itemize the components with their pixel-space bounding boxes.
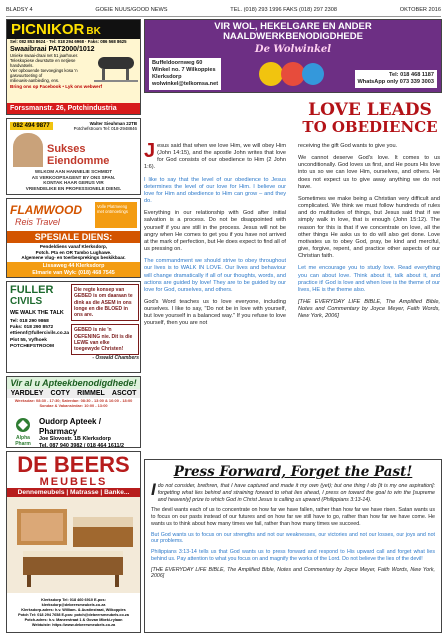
fuller-fax: Faks: 018 290 8572 [10, 325, 54, 331]
flamwood-detail: Potch. Pta en OR Tambo Lughawe. [35, 249, 112, 255]
debeers-ad [6, 451, 141, 633]
picnikor-suffix: BK [86, 26, 101, 37]
fuller-email: ettiennf@fullercivils.co.za [10, 331, 70, 337]
page-header [6, 4, 441, 17]
sukses-line: WILKOM AAN HANNELIE SCHMIDT [34, 169, 113, 174]
drop-cap: I [151, 480, 156, 499]
paper-contact: TEL. (018) 293 1996 FAKS (018) 297 2308 [230, 7, 337, 13]
article-paragraph: God's Word teaches us to love everyone, including ourselves. I like to say, "Do not be in love with yourself, but love yourself in a balanced way." If you refuse to love yourself, then you are not [144, 298, 286, 327]
press-forward-article [144, 459, 442, 633]
article-source: [THE EVERYDAY LIFE BIBLE, The Amplified Bible, Notes and Commentary by Joyce Meyer, Faith Words, New York, 2006] [151, 566, 435, 580]
fuller-ad [6, 281, 141, 373]
article-paragraph: Philippians 3:13-14 tells us that God wants us to press forward and respond to His upward call and forget what lies behind us. Pay attention to what you focus on and magnify the works of the Lord. Do not believe the lies of the devil! [151, 549, 435, 562]
fuller-city: POTCHEFSTROOM [10, 343, 54, 349]
sukses-tel: Potchefstroom Tel: 018-2948846 [73, 126, 137, 132]
flamwood-contact: Elmarie van Wyk: (018) 468 7545 [32, 269, 115, 276]
article-paragraph: The commandment we should strive to obey throughout our lives is to WALK IN LOVE. Our lives and behaviour will change dramatically if all of our thoughts, words, and actions are guided by love! They are to be guided by our love for God, ourselves, and others. [144, 258, 286, 293]
quote-author: - Oswald Chambers [92, 355, 139, 362]
sukses-line: KONTAK HAAR GERUS VIR [43, 180, 104, 185]
debeers-contact: Potch-adres: h.v. Maneestraat 1 & Govan Mbeki-rylaan [24, 617, 123, 622]
debeers-name: DE BEERS [17, 452, 130, 477]
article-paragraph: The devil wants each of us to concentrate on how far we have fallen, rather than how far we have risen. Satan wants us to focus on our pasts instead of our futures and on how far we still have to go, rather than how far we have come. He wants us to think about how many times we fail, rather than how many times we succeed. [151, 507, 435, 527]
brand-logo: YARDLEY [10, 390, 44, 397]
brand-logo: COTY [50, 390, 70, 397]
debeers-contact: Potch Tel: 018 294 7658 E-pos: potch@debeersmeubels.co.za [18, 612, 129, 617]
main-content [144, 19, 442, 633]
wolwinkel-address: Klerksdorp [152, 73, 182, 80]
sukses-line: AS VERKOOPSAGENT BY ONS SPAN. [31, 174, 116, 180]
picnikor-bullet: milieuwis-aanbieding, ens. [10, 78, 60, 84]
article-paragraph: We cannot deserve God's love. It comes to us unconditionally. God loves us first, and He pours His love into us so we can love Him, ourselves, and others. He does not expect us to give away anything we do not have. [298, 155, 440, 190]
debeers-contact: Klerksdorp Tel: 018 460 6910 E-pos: klerksdorp@debeersmeubels.co.za [41, 598, 106, 607]
debeers-sub: MEUBELS [39, 476, 108, 488]
alpha-pharm-icon [12, 417, 34, 433]
picnikor-ad [6, 19, 141, 115]
braai-image [92, 53, 140, 83]
pharmacy-title: Vir al u Apteekbenodigdhede! [7, 377, 140, 389]
issue-date: OKTOBER 2016 [399, 7, 441, 13]
article-source: [THE EVERYDAY LIFE BIBLE, The Amplified Bible, Notes and Commentary by Joyce Meyer, Faith Words, New York, 2006] [298, 298, 440, 320]
paper-name: GOEIE NUUS/GOOD NEWS [95, 7, 168, 13]
picnikor-bullet: Unieke swaai-draai net 51 jaarhouer. [10, 52, 79, 58]
debeers-range: Dennemeubels | Matrasse | Banke... [7, 488, 140, 497]
page-number: BLADSY 4 [6, 7, 33, 13]
article-paragraph: I like to say that the level of our obedience to Jesus determines the level of our love for Him. I believe our love for Him and obedience to Him can grow – and they do. [144, 176, 286, 205]
prayer-quote: GEBED is nie 'n OEFENING nie. Dit is die LEWE van elke toegewyde Christen! [71, 324, 139, 355]
sukses-phone: 082 494 9877 [10, 122, 53, 130]
debeers-website: Webtuiste: https://www.debeersmeubels.co.za [31, 622, 116, 627]
article-paragraph: Let me encourage you to study love. Read everything you can about love. Think about it, talk about it, and practice it! God is love and when love is the theme of our lives, HE is the theme also. [298, 265, 440, 293]
picnikor-tagline: Swaaibraai PAT2000/1012 [10, 45, 95, 53]
picnikor-address: Forssmanstr. 26, Potchindustria [7, 103, 140, 114]
alpha-pharm-logo: Alpha Pharm [15, 435, 31, 447]
wolwinkel-whatsapp: WhatsApp only 073 339 3003 [357, 78, 434, 85]
picnikor-tel: Sel: 082 853 8624 · Tel: 018 294 6968 · Faks: 086 568 8625 [10, 39, 127, 44]
pharmacy-address: Joe Slovostr. 1B Klerksdorp [39, 436, 111, 443]
wolwinkel-title: VIR WOL, HEKELGARE EN ANDER [214, 21, 372, 32]
picnikor-name: PICNIKOR [11, 21, 85, 38]
furniture-image [7, 497, 140, 593]
sukses-brand: Sukses Eiendomme [47, 143, 110, 167]
wolwinkel-email: wolwinkel@telkomsa.net [152, 80, 219, 87]
article-paragraph: Everything in our relationship with God after initial salvation is a process. Do not be disappointed with yourself if you are still in the process. Jesus will not be angry when He comes to get you if you have not arrived at the mark of perfection, but He does expect to find all of us pressing on. [144, 210, 286, 253]
flamwood-detail: Algemene vlug- en toerbesprekings beskikbaar. [21, 255, 126, 260]
wolwinkel-tel: Tel: 018 468 1187 [389, 72, 434, 78]
article-paragraph: But God wants us to focus on our strengths and not our weaknesses, our victories and not our losses, our joys and not our problems. [151, 531, 435, 545]
brand-logo: RIMMEL [77, 390, 105, 397]
fuller-name: FULLER [10, 284, 54, 296]
sukses-agent: Walter Sieuhman 22TB [89, 121, 137, 126]
pharmacy-hours: Sondae & Vakansiedae: 10:00 - 13:00 [39, 403, 108, 409]
picnikor-promo: Bring ons op Facebook • Lyk ons webwerf [10, 84, 103, 90]
article-paragraph: esus said that when we love Him, we will obey Him (John 14:15), and the apostle John writes that love for God consists of our obedience to Him (2 John 1:6). [144, 143, 286, 171]
article-title: Press Forward, Forget the Past! [173, 464, 413, 480]
prayer-quote: Die regte konsep van GEBED is om daaraan te dink as die ASEM in ons longe en die BLOED in ons are. [71, 284, 139, 321]
article-title: TO OBEDIENCE [302, 117, 438, 136]
wolwinkel-ad [144, 19, 442, 93]
pharmacy-hours: Weeksdae: 08:30 - 17:30; Saterdae: 08:30 - 13:00 & 16:00 - 18:00 [14, 398, 133, 403]
fuller-tel: Tel: 018 290 9868 [10, 319, 49, 324]
pharmacy-tel: Tel. 087 940 3982 / 018 464 1611/2 [39, 442, 125, 448]
picnikor-banner [7, 20, 140, 39]
article-title: LOVE LEADS [308, 100, 432, 120]
drop-cap: J [144, 140, 156, 162]
flamwood-title: SPESIALE DIENS: [7, 231, 140, 243]
fuller-slogan: WE WALK THE TALK [10, 310, 64, 316]
wolwinkel-title: NAALDWERKBENODIGDHEDE [223, 31, 363, 43]
sukses-ad [6, 118, 141, 195]
brand-logo: ASCOT [111, 390, 137, 397]
flamwood-detail: Pendeldiens vanaf Klerksdorp, [39, 244, 108, 249]
article-paragraph: Sometimes we make being a Christian very difficult and complicated. We think we must follow hundreds of rules and do multitudes of things, but Jesus said that if we simply walk in love, that is enough (John 15:12). The reason for this is that if we concentrate on love, all the other things He asks us to do will also get done. Love motivates us to obey God, pray, be kind and merciful, give, forgive, repent, and practice other aspects of our Christian faith. [298, 195, 440, 260]
debeers-contact: Klerksdorp-adres: h.v. William- & Austinstraat, Wilkoppies [21, 607, 126, 612]
scripture-quote: do not consider, brethren, that I have captured and made it my own (yet); but one thing I do [it is my one aspiration]: forgetting what lies behind and straining forward to what lies ahead, I press on toward the goal to win the [supreme and heavenly] prize to which God in Christ Jesus is calling us upward (Philippians 3:13-14). [157, 483, 435, 503]
flamwood-ad [6, 198, 141, 278]
flamwood-sub: Reis Travel [15, 217, 60, 227]
yarn-image [257, 58, 327, 90]
pharmacy-name: Oudorp Apteek / Pharmacy [39, 417, 101, 436]
wolwinkel-brand: De Wolwinkel [254, 44, 332, 55]
picnikor-bullet: Vier opbouende toevoegings kosa 'n gasvuurtoeting of [10, 68, 78, 79]
picnikor-bullet: Teleskopiese deurstutte en netjiese handvatsels. [10, 57, 76, 68]
ads-column [6, 19, 141, 633]
fuller-address: Plot 55, Vyfhoek [10, 337, 47, 343]
flamwood-side: Volle Platmeeng met ontmoetings [95, 202, 137, 228]
sukses-line: VRIENDELIKE EN PROFESSIONELE DIENS. [25, 185, 122, 191]
fuller-sub: CIVILS [10, 296, 43, 307]
pharmacy-ad [6, 376, 141, 448]
wolwinkel-address: Buffeldoornweg 60 [152, 60, 203, 66]
article-paragraph: receiving the gift God wants to give you. [298, 143, 398, 149]
flamwood-address: Lissaweg 44 Klerksdorp [42, 263, 105, 270]
flamwood-name: FLAMWOOD [10, 203, 82, 217]
wolwinkel-address: Winkel no. 7 Wilkoppies [152, 66, 216, 73]
agent-photo [13, 133, 43, 167]
